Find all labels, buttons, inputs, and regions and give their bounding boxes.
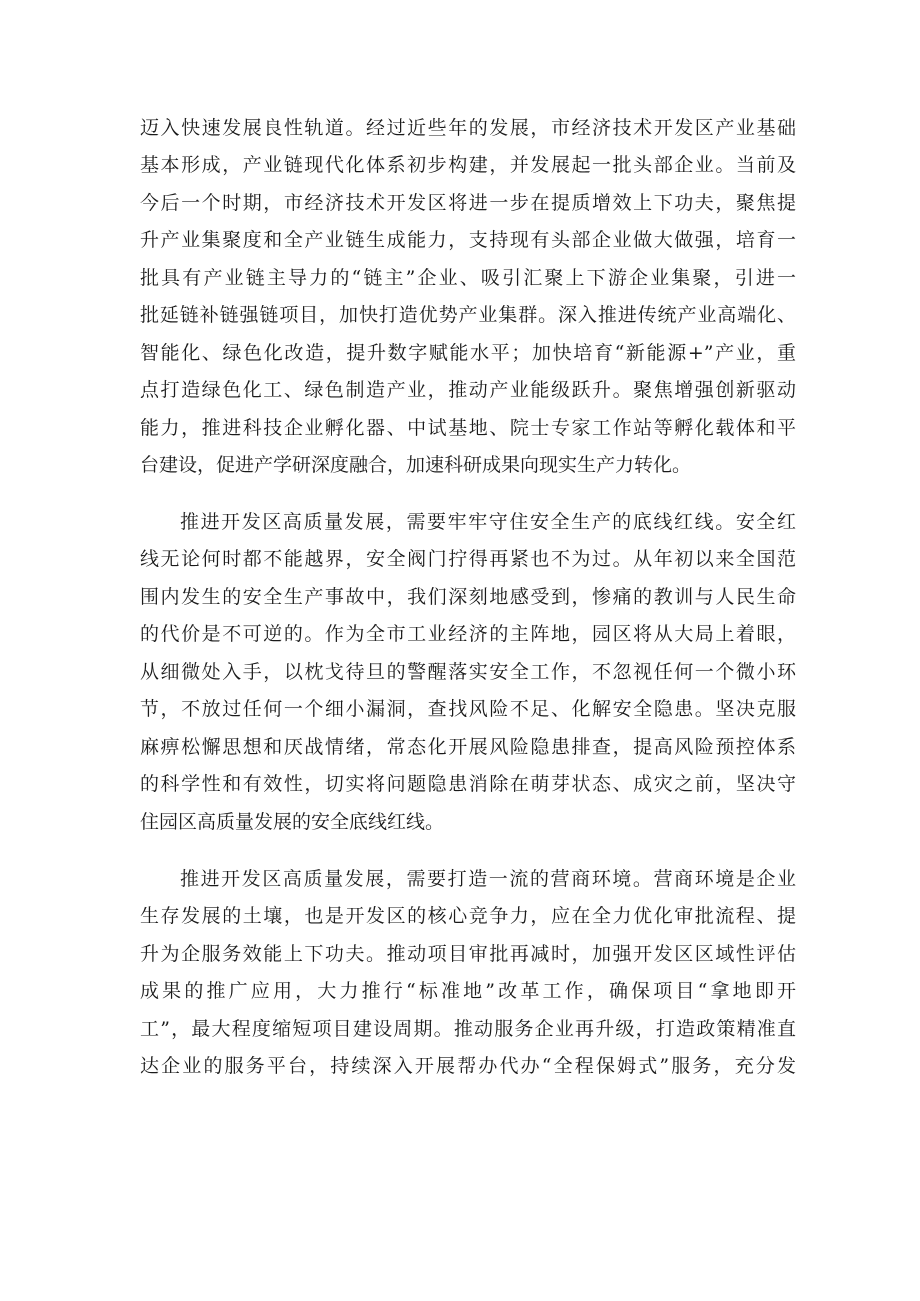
text-line: 升产业集聚度和全产业链生成能力，支持现有头部企业做大做强，培育一 bbox=[140, 229, 796, 251]
text-line: 能力，推进科技企业孵化器、中试基地、院士专家工作站等孵化载体和平 bbox=[140, 417, 796, 439]
text-line: 线无论何时都不能越界，安全阀门拧得再紧也不为过。从年初以来全国范 bbox=[140, 548, 796, 570]
text-line: 台建设，促进产学研深度融合，加速科研成果向现实生产力转化。 bbox=[140, 454, 692, 476]
text-line: 节，不放过任何一个细小漏洞，查找风险不足、化解安全隐患。坚决克服 bbox=[140, 698, 796, 720]
text-line: 围内发生的安全生产事故中，我们深刻地感受到，惨痛的教训与人民生命 bbox=[140, 586, 796, 608]
text-line: 生存发展的土壤，也是开发区的核心竞争力，应在全力优化审批流程、提 bbox=[140, 905, 796, 927]
text-line: 成果的推广应用，大力推行“标准地”改革工作，确保项目“拿地即开 bbox=[140, 980, 796, 1002]
text-line: 批具有产业链主导力的“链主”企业、吸引汇聚上下游企业集聚，引进一 bbox=[140, 267, 796, 289]
text-line: 今后一个时期，市经济技术开发区将进一步在提质增效上下功夫，聚焦提 bbox=[140, 192, 796, 214]
text-line: 推进开发区高质量发展，需要牢牢守住安全生产的底线红线。安全红 bbox=[180, 511, 796, 533]
text-line: 迈入快速发展良性轨道。经过近些年的发展，市经济技术开发区产业基础 bbox=[140, 117, 796, 139]
text-line: 点打造绿色化工、绿色制造产业，推动产业能级跃升。聚焦增强创新驱动 bbox=[140, 379, 796, 401]
text-line: 从细微处入手，以枕戈待旦的警醒落实安全工作，不忽视任何一个微小环 bbox=[140, 661, 796, 683]
text-line: 批延链补链强链项目，加快打造优势产业集群。深入推进传统产业高端化、 bbox=[140, 304, 796, 326]
text-line: 麻痹松懈思想和厌战情绪，常态化开展风险隐患排查，提高风险预控体系 bbox=[140, 736, 796, 758]
text-line: 的代价是不可逆的。作为全市工业经济的主阵地，园区将从大局上着眼， bbox=[140, 623, 796, 645]
text-line: 基本形成，产业链现代化体系初步构建，并发展起一批头部企业。当前及 bbox=[140, 154, 796, 176]
text-line: 工”，最大程度缩短项目建设周期。推动服务企业再升级，打造政策精准直 bbox=[140, 1018, 796, 1040]
text-line: 推进开发区高质量发展，需要打造一流的营商环境。营商环境是企业 bbox=[180, 868, 796, 890]
text-line: 达企业的服务平台，持续深入开展帮办代办“全程保姆式”服务，充分发 bbox=[140, 1055, 796, 1077]
text-line: 住园区高质量发展的安全底线红线。 bbox=[140, 811, 445, 833]
text-line: 的科学性和有效性，切实将问题隐患消除在萌芽状态、成灾之前，坚决守 bbox=[140, 773, 796, 795]
text-line: 升为企服务效能上下功夫。推动项目审批再减时，加强开发区区域性评估 bbox=[140, 943, 796, 965]
text-line: 智能化、绿色化改造，提升数字赋能水平；加快培育“新能源+”产业，重 bbox=[140, 342, 796, 364]
